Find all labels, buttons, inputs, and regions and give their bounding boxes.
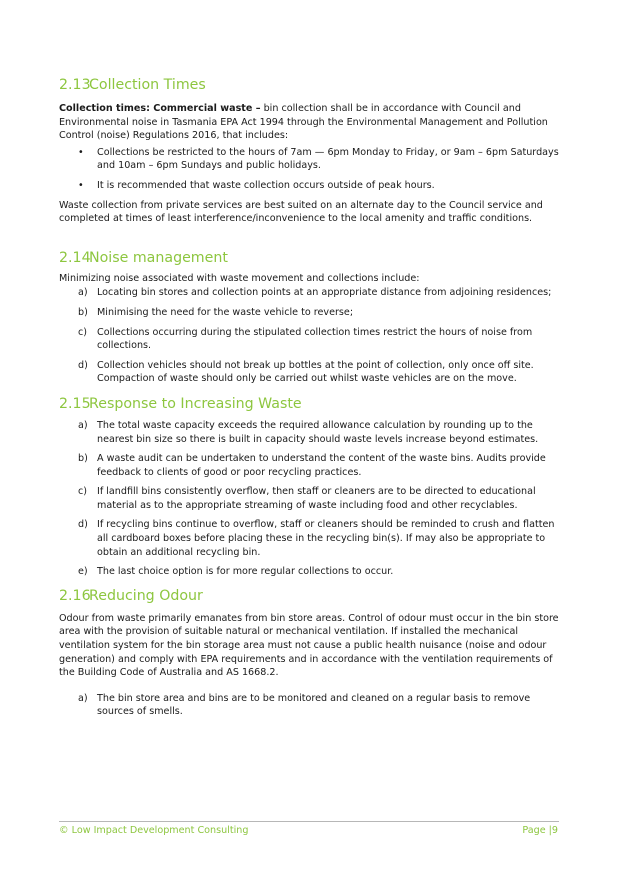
list-marker: e) (78, 566, 88, 578)
list-item (59, 306, 559, 320)
lettered-list (59, 286, 559, 386)
list-item-text: A waste audit can be undertaken to understand the content of the waste bins. Audits provide feedback to clients of good or poor recycling practices. (97, 453, 546, 478)
list-item-text: It is recommended that waste collection occurs outside of peak hours. (97, 179, 435, 191)
list-item (59, 146, 559, 173)
list-marker: c) (78, 326, 88, 338)
list-item-text: If landfill bins consistently overflow, then staff or cleaners are to be directed to educational material as to the appropriate streaming of waste including food and other recyclables. (97, 486, 536, 511)
list-item-text: Locating bin stores and collection points at an appropriate distance from adjoining residences; (97, 287, 552, 299)
list-item (59, 179, 559, 193)
lettered-list (59, 692, 559, 719)
footer-page-number: Page |9 (522, 825, 558, 836)
list-item (59, 359, 559, 386)
section-title: Response to Increasing Waste (89, 395, 302, 412)
section-heading-2-14 (59, 249, 559, 267)
list-item-text: Minimising the need for the waste vehicle to reverse; (97, 306, 354, 318)
footer-divider (59, 821, 559, 822)
section-heading-2-16 (59, 587, 559, 605)
list-item-text: If recycling bins continue to overflow, staff or cleaners should be reminded to crush and flatten all cardboard boxes before placing these in the recycling bin(s). If may also be appropriate to obtain an additional recycling bin. (97, 519, 555, 558)
list-marker: b) (78, 306, 88, 318)
section-paragraph: Minimizing noise associated with waste movement and collections include: (59, 272, 420, 284)
bullet-icon: • (78, 146, 84, 158)
section-paragraph: Odour from waste primarily emanates from bin store areas. Control of odour must occur in the bin store area with the provision of suitable natural or mechanical ventilation. If installed the mechanical ventilation system for the bin storage area must not cause a public health nuisance (noise and odour generation) and comply with EPA requirements and in accordance with the ventilation requirements of the Building Code of Australia and AS 1668.2. (59, 612, 559, 679)
section-title: Collection Times (89, 77, 206, 93)
list-item-text: Collections occurring during the stipulated collection times restrict the hours of noise from collections. (97, 326, 533, 352)
list-marker: a) (78, 419, 88, 431)
section-number: 2.14 (59, 249, 91, 266)
section-number: 2.16 (59, 587, 91, 604)
bullet-list (59, 146, 559, 193)
list-item-text: The last choice option is for more regular collections to occur. (97, 566, 394, 578)
list-item (59, 692, 559, 719)
lettered-list (59, 419, 559, 579)
list-item (59, 419, 559, 446)
footer-copyright: © Low Impact Development Consulting (59, 825, 249, 836)
list-marker: c) (78, 486, 88, 498)
list-item (59, 286, 559, 300)
section-heading-2-15 (59, 395, 559, 413)
list-item (59, 485, 559, 512)
section-title: Noise management (89, 249, 228, 266)
list-item (59, 565, 559, 579)
list-item-text: Collections be restricted to the hours of 7am — 6pm Monday to Friday, or 9am – 6pm Saturdays and 10am – 6pm Sundays and public holidays. (97, 146, 559, 172)
section-paragraph: Waste collection from private services are best suited on an alternate day to the Council service and completed at times of least interference/inconvenience to the local amenity and traffic conditions. (59, 199, 543, 225)
list-item-text: The total waste capacity exceeds the required allowance calculation by rounding up to the nearest bin size so there is built in capacity should waste levels increase beyond estimates. (97, 419, 539, 445)
list-marker: d) (78, 519, 88, 531)
list-item (59, 326, 559, 353)
list-marker: d) (78, 359, 88, 371)
list-marker: b) (78, 453, 88, 465)
list-marker: a) (78, 692, 88, 704)
bold-lead: Collection times: Commercial waste – (59, 103, 261, 114)
section-title: Reducing Odour (89, 587, 203, 604)
list-item-text: Collection vehicles should not break up bottles at the point of collection, only once off site. Compaction of waste should only be carried out whilst waste vehicles are on the move. (97, 359, 534, 385)
page-content (59, 76, 559, 719)
section-heading-2-13 (59, 76, 559, 94)
list-item-text: The bin store area and bins are to be monitored and cleaned on a regular basis to remove sources of smells. (97, 692, 531, 718)
list-item (59, 452, 559, 479)
section-paragraph (59, 102, 559, 143)
list-marker: a) (78, 287, 88, 299)
bullet-icon: • (78, 179, 84, 191)
section-number: 2.15 (59, 395, 91, 412)
section-number: 2.13 (59, 77, 91, 93)
lead-text: bin collection shall be in accordance with Council and Environmental noise in Tasmania EPA Act 1994 through the Environmental Management and Pollution Control (noise) Regulations 2016, that includes: (59, 103, 548, 142)
list-item (59, 518, 559, 559)
